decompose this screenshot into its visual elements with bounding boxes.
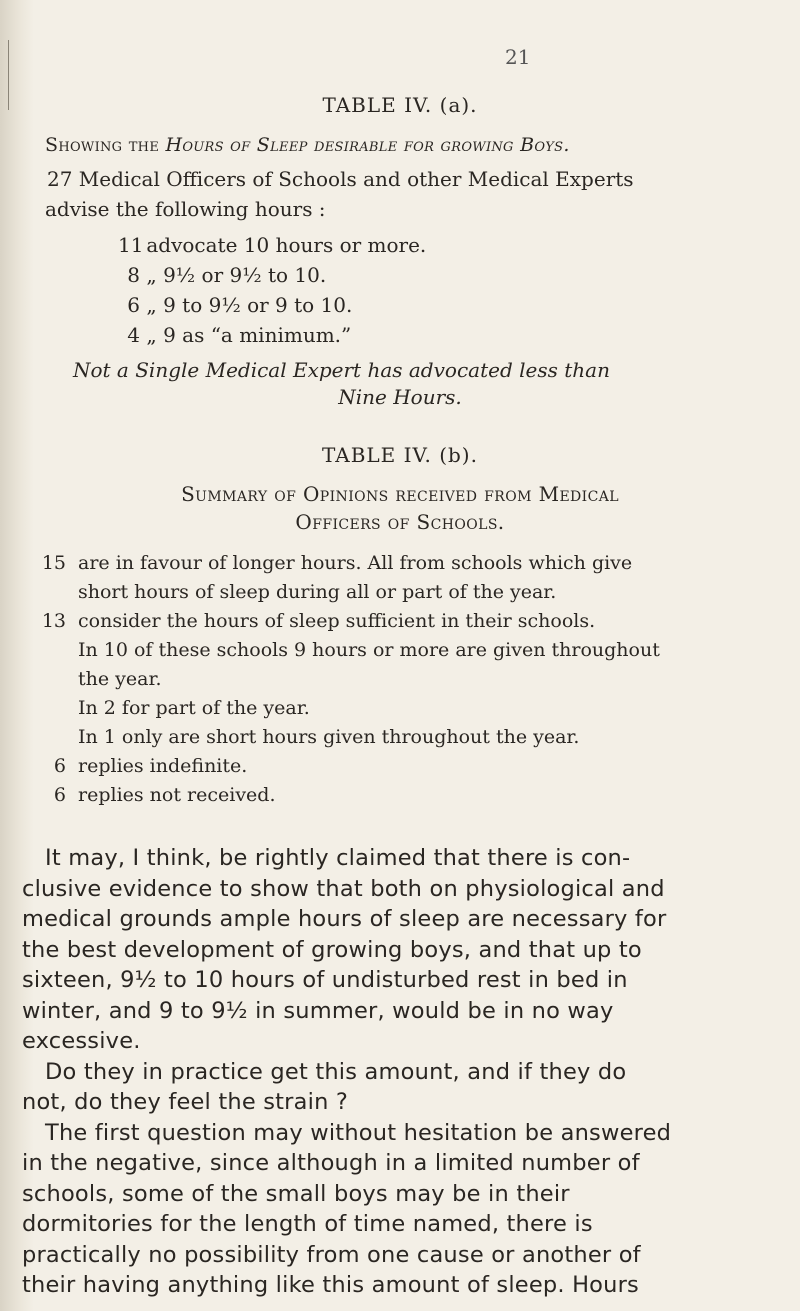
table-a-caption	[45, 134, 570, 156]
table-b-item-line: In 1 only are short hours given throughout the year.	[78, 726, 580, 748]
table-b-item-line: replies indefinite.	[78, 755, 248, 777]
table-b-item-line: short hours of sleep during all or part of the year.	[78, 581, 557, 603]
table-a-row: 6 „ 9 to 9½ or 9 to 10.	[127, 293, 353, 317]
table-b-item-line: the year.	[78, 668, 162, 690]
table-b-item-line: In 10 of these schools 9 hours or more are given throughout	[78, 639, 660, 661]
body-line: the best development of growing boys, and that up to	[22, 937, 642, 963]
table-b-item-line: replies not received.	[78, 784, 276, 806]
body-line: medical grounds ample hours of sleep are necessary for	[22, 906, 667, 932]
table-a-row: 8 „ 9½ or 9½ to 10.	[127, 263, 327, 287]
body-line: clusive evidence to show that both on physiological and	[22, 876, 665, 902]
body-line: dormitories for the length of time named, there is	[22, 1211, 593, 1237]
table-a-note-line1: Not a Single Medical Expert has advocated less than	[73, 358, 610, 382]
body-line: excessive.	[22, 1028, 141, 1054]
body-line: sixteen, 9½ to 10 hours of undisturbed rest in bed in	[22, 967, 628, 993]
table-b-item-line: In 2 for part of the year.	[78, 697, 310, 719]
body-line: Do they in practice get this amount, and if they do	[45, 1059, 627, 1085]
table-a-caption-prefix: Showing the	[45, 134, 160, 156]
table-a-row: 11 advocate 10 hours or more.	[118, 233, 427, 257]
body-line: The first question may without hesitation be answered	[45, 1120, 672, 1146]
table-b-title: TABLE IV. (b).	[322, 443, 478, 467]
table-b-caption-line1: Summary of Opinions received from Medical	[181, 482, 619, 506]
table-a-intro-line1: 27 Medical Officers of Schools and other Medical Experts	[47, 167, 634, 191]
body-line: schools, some of the small boys may be in their	[22, 1181, 570, 1207]
body-line: their having anything like this amount of sleep. Hours	[22, 1272, 639, 1298]
table-a-caption-italic: Hours of Sleep desirable for growing Boys.	[165, 134, 570, 156]
table-b-item-line: consider the hours of sleep sufficient in their schools.	[78, 610, 596, 632]
body-line: It may, I think, be rightly claimed that there is con-	[45, 845, 631, 871]
table-a-row: 4 „ 9 as “a minimum.”	[127, 323, 352, 347]
table-b-caption-line2: Officers of Schools.	[295, 510, 505, 534]
table-b-item-count: 6	[53, 784, 66, 806]
table-b-item-count: 6	[53, 755, 66, 777]
table-b-item-count: 15	[41, 552, 66, 574]
table-b-item-line: are in favour of longer hours. All from schools which give	[78, 552, 633, 574]
table-a-note-line2: Nine Hours.	[338, 385, 462, 409]
page-number: 21	[505, 45, 531, 69]
body-line: practically no possibility from one cause or another of	[22, 1242, 641, 1268]
table-b-item-count: 13	[41, 610, 66, 632]
body-line: winter, and 9 to 9½ in summer, would be in no way	[22, 998, 614, 1024]
body-line: not, do they feel the strain ?	[22, 1089, 349, 1115]
body-line: in the negative, since although in a limited number of	[22, 1150, 640, 1176]
table-a-intro-line2: advise the following hours :	[45, 197, 326, 221]
table-a-title: TABLE IV. (a).	[322, 93, 478, 117]
